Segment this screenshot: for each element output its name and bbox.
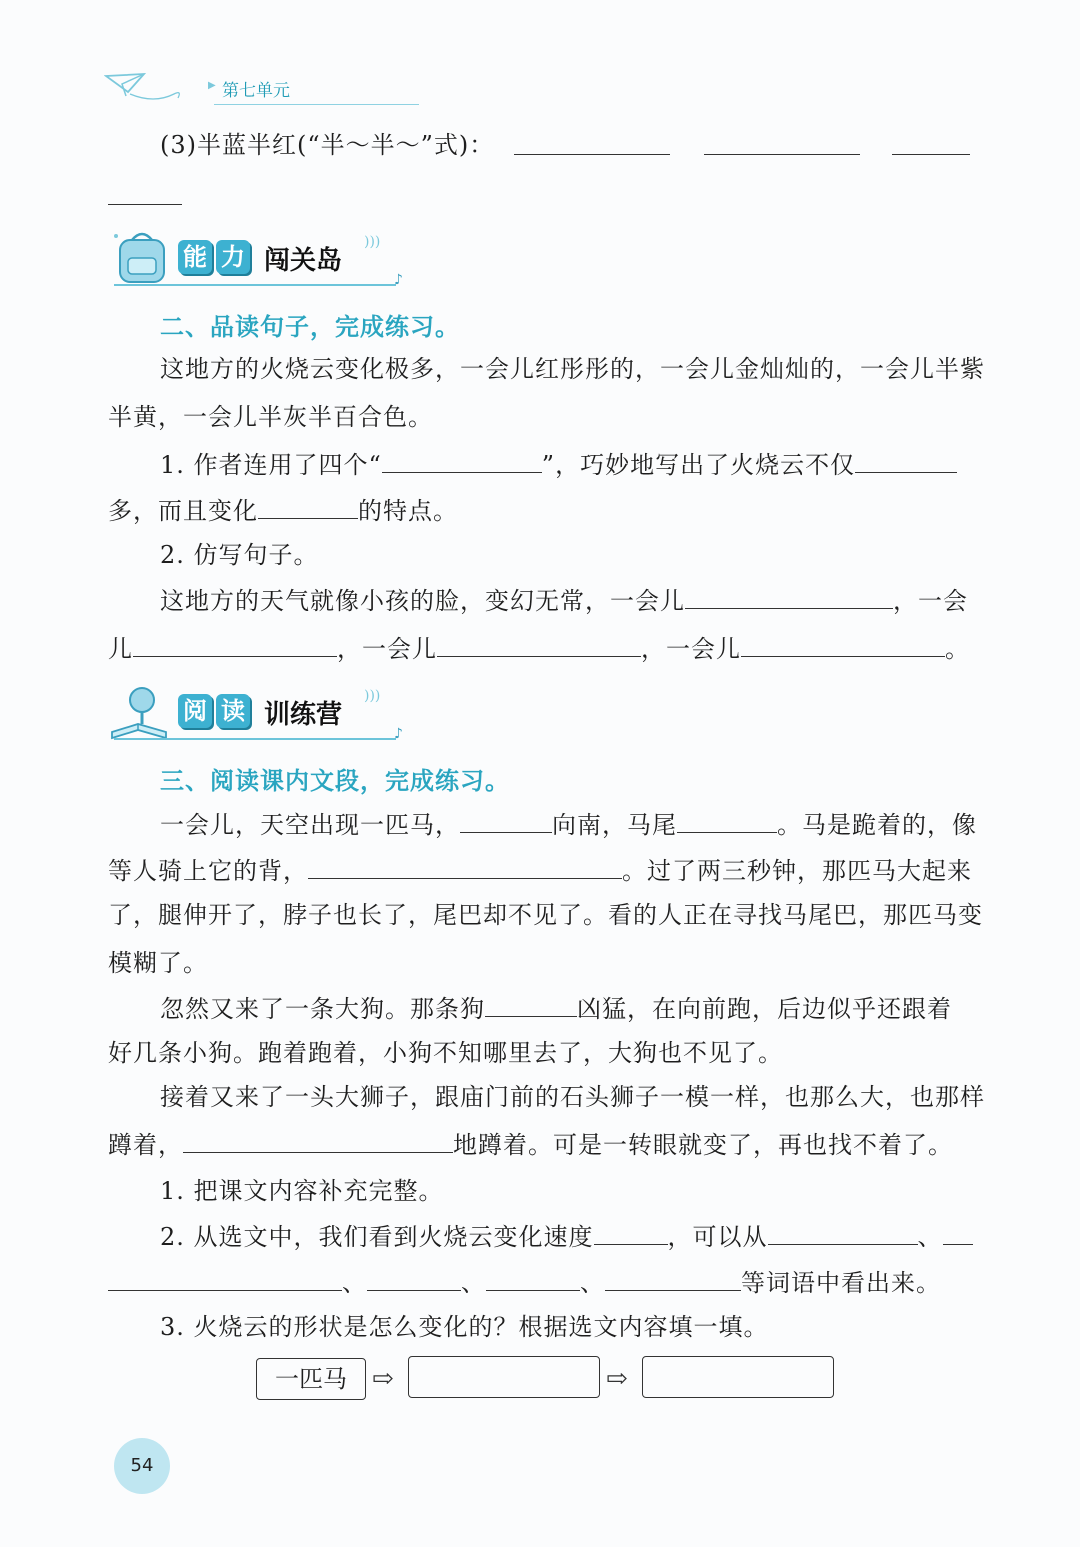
section-ability-heading: 二、品读句子，完成练习。 <box>160 313 460 341</box>
section-ability-title: 闯关岛 <box>264 246 343 276</box>
reading-p1-blank-3[interactable] <box>308 852 622 879</box>
reading-q2-text-g: 等词语中看出来。 <box>741 1269 941 1297</box>
reading-p1-line-3: 了，腿伸开了，脖子也长了，尾巴却不见了。看的人正在寻找马尾巴，那匹马变 <box>108 901 983 929</box>
ability-q2-blank-2[interactable] <box>133 630 337 657</box>
reading-p2-blank-1[interactable] <box>485 990 577 1017</box>
reading-q2-text-b: ，可以从 <box>667 1223 768 1251</box>
reading-p1-line-2 <box>108 852 972 888</box>
q3-blank-4[interactable] <box>108 178 182 205</box>
ability-q2-label: 2. 仿写句子。 <box>160 541 319 569</box>
reading-p1-blank-2[interactable] <box>677 806 777 833</box>
reading-p3-blank-1[interactable] <box>183 1126 453 1153</box>
reading-p1-text-c: 。马是跪着的，像 <box>777 811 977 839</box>
reading-q2-line-1 <box>160 1218 973 1254</box>
unit-header <box>104 70 319 110</box>
ability-q2-text-f: 。 <box>945 635 970 663</box>
reading-q2-text-d: 、 <box>342 1269 367 1297</box>
reading-p3-text-c: 地蹲着。可是一转眼就变了，再也找不着了。 <box>453 1131 953 1159</box>
reading-p1-line-1 <box>160 806 977 842</box>
flow-box-blank-2[interactable] <box>642 1356 834 1398</box>
q3-line <box>160 128 494 162</box>
reading-p3-line-1: 接着又来了一头大狮子，跟庙门前的石头狮子一模一样，也那么大，也那样 <box>160 1083 985 1111</box>
ability-q2-text-b: ，一会 <box>893 587 968 615</box>
music-note-icon: ♪ <box>394 272 403 288</box>
reading-p3-text-b: 蹲着， <box>108 1131 183 1159</box>
sound-wave-icon-2: ))) <box>364 688 381 704</box>
section-reading-underline <box>114 738 396 740</box>
badge-char-2: 力 <box>216 240 250 274</box>
ability-q2-blank-3[interactable] <box>437 630 641 657</box>
ability-q1-text-d: 的特点。 <box>358 497 458 525</box>
arrow-icon-2: ⇨ <box>606 1364 628 1394</box>
section-reading-title: 训练营 <box>264 700 343 730</box>
reading-p1-text-d: 等人骑上它的背， <box>108 857 308 885</box>
sound-wave-icon: ))) <box>364 234 381 250</box>
section-reading-heading: 三、阅读课内文段，完成练习。 <box>160 767 510 795</box>
ability-q2-blank-1[interactable] <box>685 582 893 609</box>
ability-q2-blank-4[interactable] <box>741 630 945 657</box>
section-ability-underline <box>114 284 396 286</box>
ability-q2-text-a: 这地方的天气就像小孩的脸，变幻无常，一会儿 <box>160 587 685 615</box>
ability-passage-line-2: 半黄，一会儿半灰半百合色。 <box>108 403 433 431</box>
ability-passage-line-1: 这地方的火烧云变化极多，一会儿红彤彤的，一会儿金灿灿的，一会儿半紫 <box>160 355 985 383</box>
reading-q1: 1. 把课文内容补充完整。 <box>160 1177 444 1205</box>
reading-p1-text-a: 一会儿，天空出现一匹马， <box>160 811 460 839</box>
ability-q2-line-2 <box>108 630 970 666</box>
backpack-icon <box>108 226 174 288</box>
reading-q2-blank-6[interactable] <box>486 1264 580 1291</box>
ability-q1-blank-3[interactable] <box>258 492 358 519</box>
ability-q1-text-c: 多，而且变化 <box>108 497 258 525</box>
reading-p1-line-4: 模糊了。 <box>108 949 208 977</box>
reading-q2-blank-5[interactable] <box>367 1264 461 1291</box>
reading-q2-blank-4[interactable] <box>108 1264 342 1291</box>
ability-q1-line-1 <box>160 446 957 482</box>
badge-char-3: 阅 <box>178 694 212 728</box>
ability-q2-text-c: 儿 <box>108 635 133 663</box>
reading-p1-blank-1[interactable] <box>460 806 552 833</box>
paper-plane-icon <box>104 70 184 106</box>
unit-title: 第七单元 <box>222 81 290 101</box>
ability-q2-text-e: ，一会儿 <box>641 635 741 663</box>
q3-blank-2[interactable] <box>704 128 860 155</box>
reading-q3: 3. 火烧云的形状是怎么变化的？根据选文内容填一填。 <box>160 1313 769 1341</box>
reading-p2-line-2: 好几条小狗。跑着跑着，小狗不知哪里去了，大狗也不见了。 <box>108 1039 783 1067</box>
reading-q2-text-c: 、 <box>917 1223 943 1251</box>
reading-p2-text-b: 凶猛，在向前跑，后边似乎还跟着 <box>577 995 952 1023</box>
music-note-icon-2: ♪ <box>394 726 403 742</box>
q3-label: (3)半蓝半红(“半～半～”式)： <box>160 131 495 159</box>
header-underline <box>214 104 419 105</box>
ability-q1-blank-1[interactable] <box>382 446 542 473</box>
reading-q2-text-e: 、 <box>461 1269 486 1297</box>
q3-blank-3[interactable] <box>892 128 970 155</box>
section-reading-banner <box>108 680 408 744</box>
reading-q2-text-a: 2. 从选文中，我们看到火烧云变化速度 <box>160 1223 594 1251</box>
reading-p2-text-a: 忽然又来了一条大狗。那条狗 <box>160 995 485 1023</box>
book-magnifier-icon <box>108 680 174 742</box>
ability-q1-blank-2[interactable] <box>855 446 957 473</box>
header-triangle-icon: ▶ <box>208 80 216 91</box>
badge-char-4: 读 <box>216 694 250 728</box>
ability-q2-text-d: ，一会儿 <box>337 635 437 663</box>
ability-q2-line-1 <box>160 582 968 618</box>
reading-q2-line-2 <box>108 1264 941 1300</box>
arrow-icon: ⇨ <box>372 1364 394 1394</box>
ability-q1-text-a: 1. 作者连用了四个“ <box>160 451 382 479</box>
ability-q1-line-2 <box>108 492 458 528</box>
reading-q2-blank-1[interactable] <box>594 1218 668 1245</box>
reading-p1-text-e: 。过了两三秒钟，那匹马大起来 <box>622 857 972 885</box>
ability-q1-text-b: ”，巧妙地写出了火烧云不仅 <box>541 451 856 479</box>
badge-char-1: 能 <box>178 240 212 274</box>
reading-p3-line-2 <box>108 1126 953 1162</box>
reading-q2-text-f: 、 <box>580 1269 605 1297</box>
reading-p2-line-1 <box>160 990 952 1026</box>
reading-q2-blank-7[interactable] <box>605 1264 741 1291</box>
page-number: 54 <box>114 1438 170 1494</box>
section-ability-banner <box>108 226 408 290</box>
flow-box-blank-1[interactable] <box>408 1356 600 1398</box>
reading-p1-text-b: 向南，马尾 <box>552 811 677 839</box>
q3-blank-1[interactable] <box>514 128 670 155</box>
flow-box-horse: 一匹马 <box>256 1358 366 1400</box>
reading-q2-blank-2[interactable] <box>768 1218 918 1245</box>
reading-q2-blank-3[interactable] <box>943 1218 973 1245</box>
